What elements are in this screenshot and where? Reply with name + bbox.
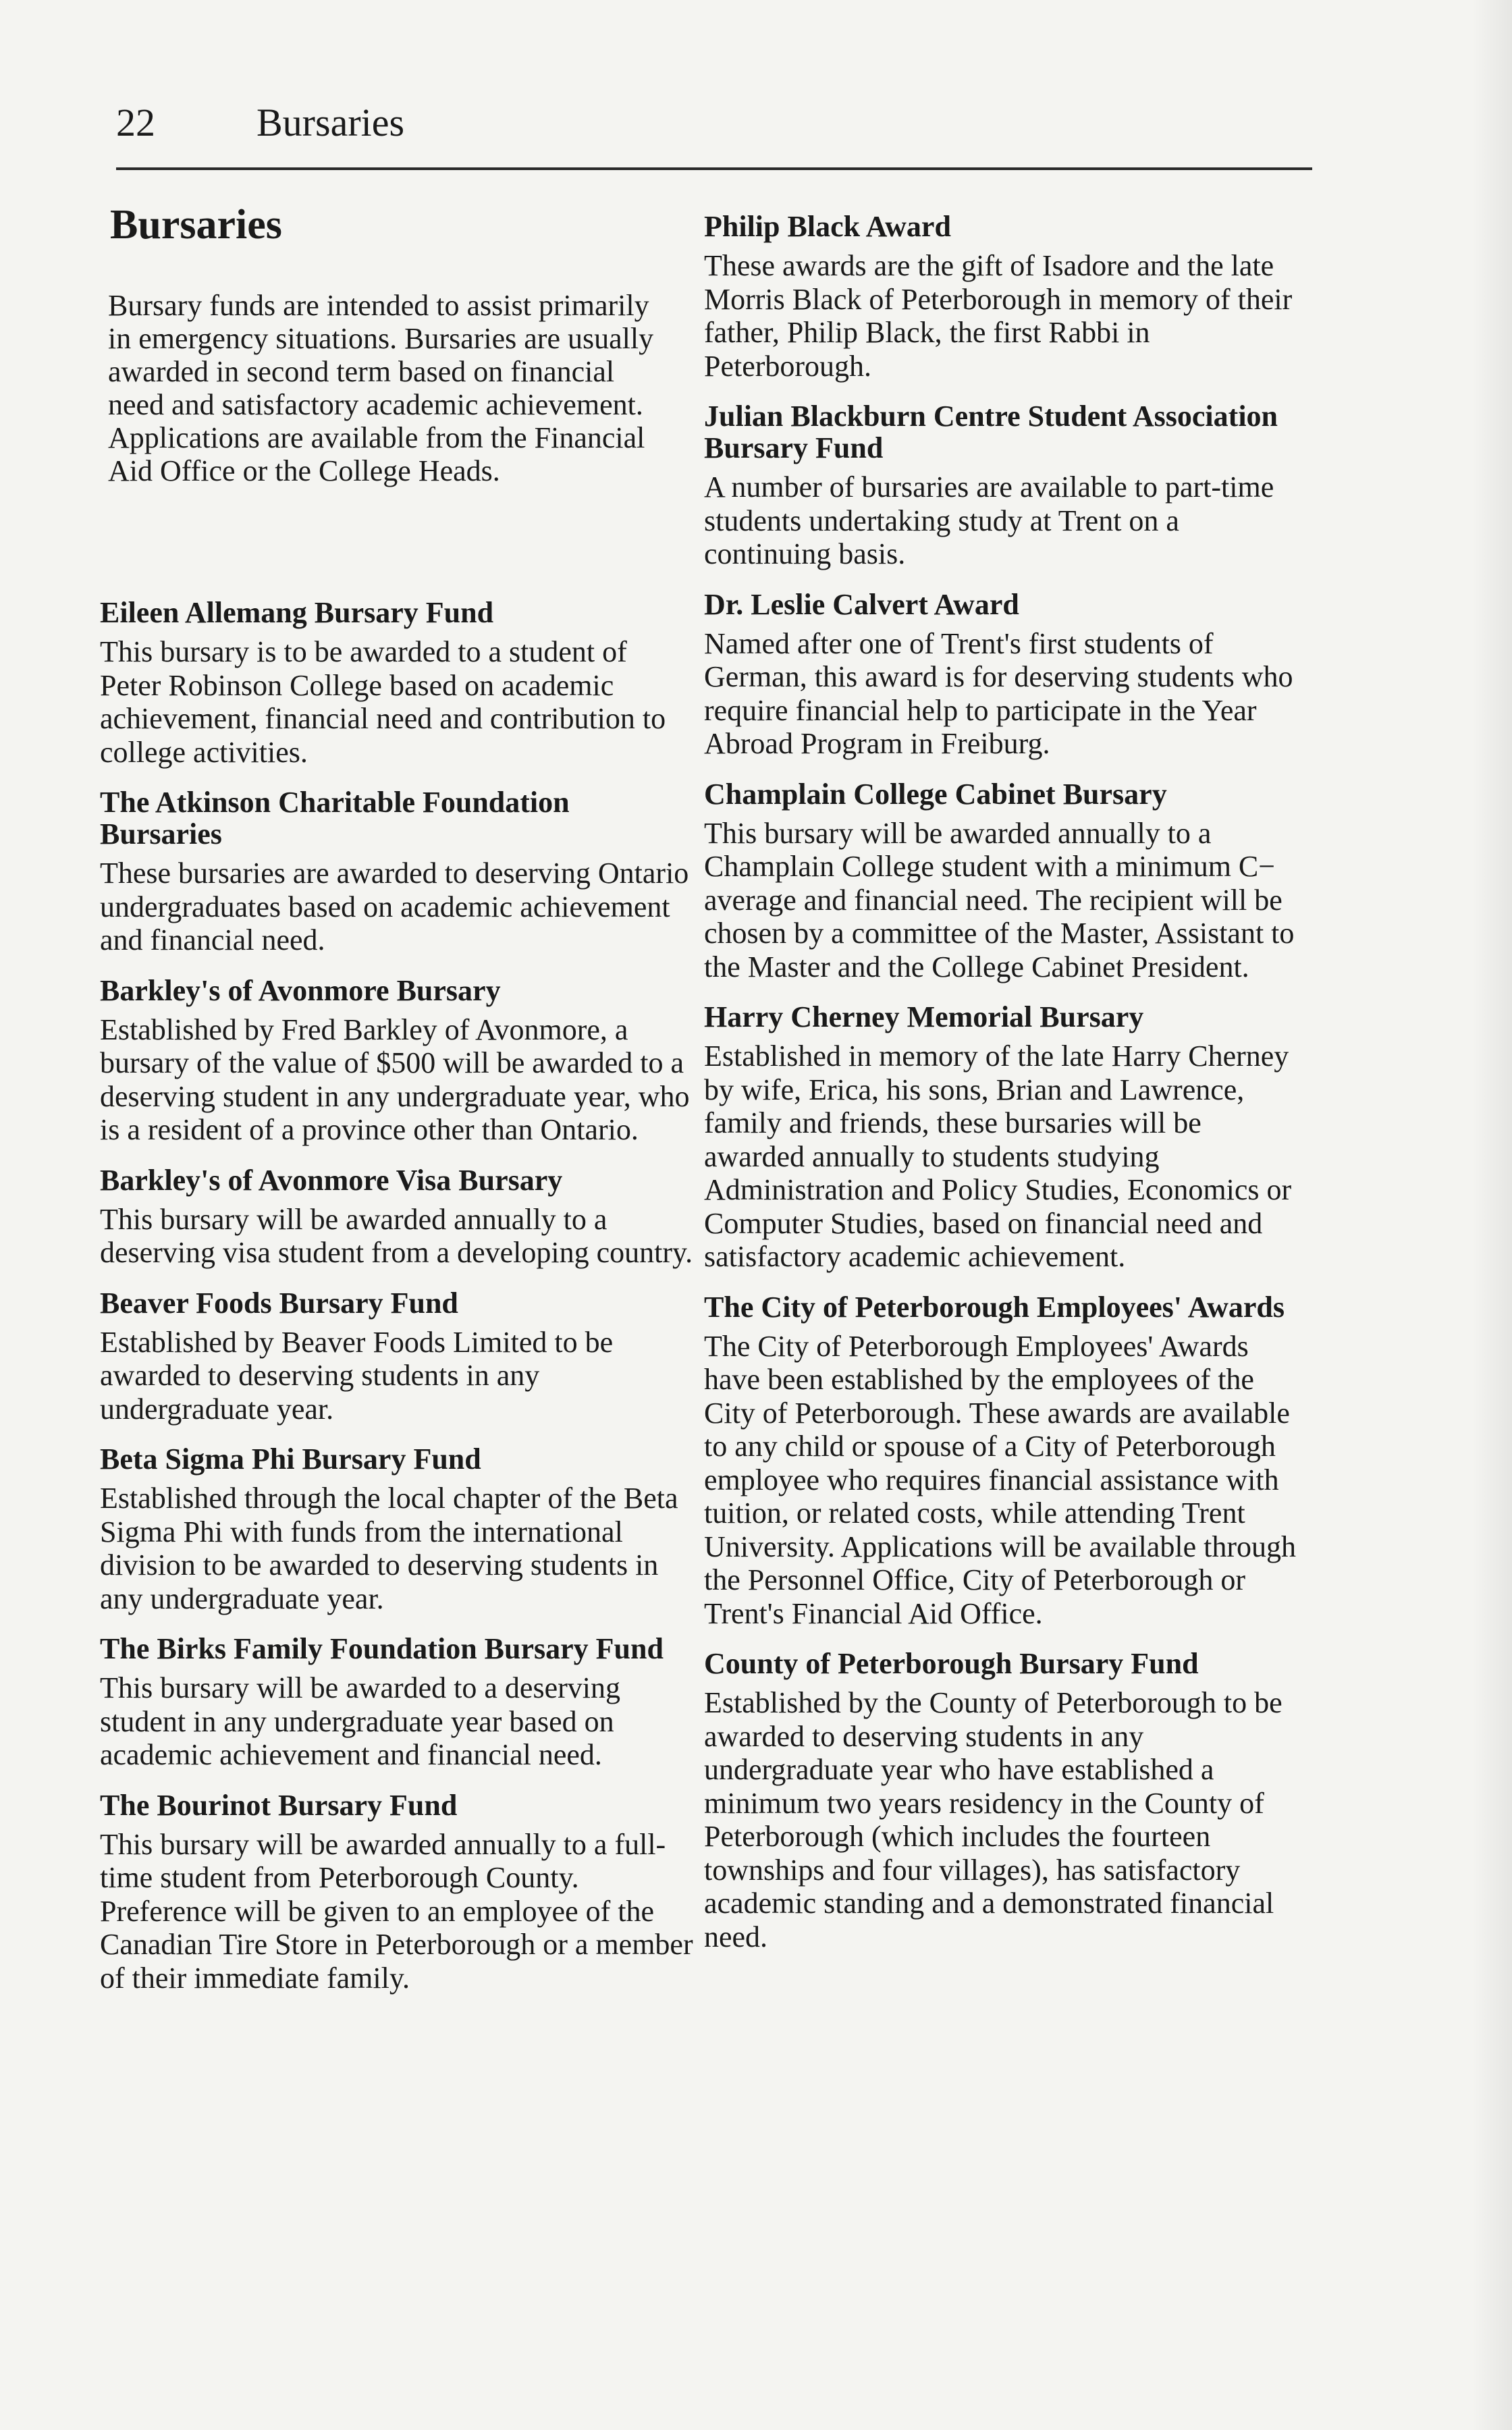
- bursary-entry: [100, 597, 694, 769]
- running-title: Bursaries: [256, 101, 405, 144]
- header-rule: [116, 167, 1312, 170]
- bursary-entry: [704, 400, 1298, 571]
- entry-body: These bursaries are awarded to deserving Ontario undergraduates based on academic achievement and financial need.: [100, 857, 689, 956]
- bursary-entry: [100, 1443, 694, 1615]
- bursary-entry: [704, 211, 1298, 383]
- right-column: [704, 211, 1298, 1971]
- entry-body: Established in memory of the late Harry Cherney by wife, Erica, his sons, Brian and Lawrence, family and friends, these bursaries will be awarded annually to students studying Administration and Policy Studies, Economics or Computer Studies, based on financial need and satisfactory academic achievement.: [704, 1040, 1292, 1273]
- entry-title: The City of Peterborough Employees' Awards: [704, 1290, 1285, 1324]
- entry-title: The Birks Family Foundation Bursary Fund: [100, 1632, 664, 1665]
- entry-body: This bursary will be awarded annually to a deserving visa student from a developing country.: [100, 1202, 693, 1269]
- entry-title: Barkley's of Avonmore Bursary: [100, 973, 501, 1007]
- bursary-entry: [100, 1789, 694, 1995]
- entry-body: This bursary is to be awarded to a student of Peter Robinson College based on academic achievement, financial need and contribution to college activities.: [100, 635, 666, 769]
- entry-body: The City of Peterborough Employees' Awards have been established by the employees of the City of Peterborough. These awards are available to any child or spouse of a City of Peterborough employee who requires financial assistance with tuition, or related costs, while attending Trent University. Applications will be available through the Personnel Office, City of Peterborough or Trent's Financial Aid Office.: [704, 1329, 1296, 1630]
- entry-body: Established through the local chapter of the Beta Sigma Phi with funds from the international division to be awarded to deserving students in any undergraduate year.: [100, 1482, 678, 1615]
- entry-title: Philip Black Award: [704, 210, 951, 243]
- bursary-entry: [704, 1648, 1298, 1953]
- entry-title: The Bourinot Bursary Fund: [100, 1788, 458, 1822]
- entry-title: The Atkinson Charitable Foundation Bursaries: [100, 786, 570, 850]
- bursary-entry: [704, 1291, 1298, 1631]
- entry-title: Champlain College Cabinet Bursary: [704, 777, 1167, 811]
- page-edge-shadow: [1472, 0, 1512, 2430]
- entry-title: Dr. Leslie Calvert Award: [704, 587, 1019, 621]
- page-number: 22: [116, 101, 155, 144]
- page-header: [116, 94, 1318, 155]
- bursary-entry: [100, 1164, 694, 1270]
- entry-body: This bursary will be awarded annually to a full-time student from Peterborough County. Preference will be given to an employee of the Canadian Tire Store in Peterborough or a member of their immediate family.: [100, 1827, 693, 1995]
- entry-title: Beaver Foods Bursary Fund: [100, 1286, 458, 1320]
- bursary-entry: [100, 1633, 694, 1772]
- entry-body: A number of bursaries are available to part-time students undertaking study at Trent on a continuing basis.: [704, 470, 1274, 570]
- entry-title: Julian Blackburn Centre Student Association Bursary Fund: [704, 400, 1278, 464]
- bursary-entry: [100, 975, 694, 1147]
- section-intro: Bursary funds are intended to assist primarily in emergency situations. Bursaries are usually awarded in second term based on financial need and satisfactory academic achievement. Applications are available from the Financial Aid Office or the College Heads.: [108, 289, 654, 487]
- entry-body: These awards are the gift of Isadore and the late Morris Black of Peterborough in memory of their father, Philip Black, the first Rabbi in Peterborough.: [704, 249, 1293, 383]
- entry-title: Eileen Allemang Bursary Fund: [100, 596, 494, 629]
- entry-title: County of Peterborough Bursary Fund: [704, 1647, 1199, 1680]
- entry-body: Named after one of Trent's first students of German, this award is for deserving students who require financial help to participate in the Year Abroad Program in Freiburg.: [704, 626, 1293, 760]
- entry-title: Beta Sigma Phi Bursary Fund: [100, 1442, 481, 1476]
- entry-title: Harry Cherney Memorial Bursary: [704, 1000, 1144, 1033]
- bursary-entry: [704, 778, 1298, 984]
- entry-body: Established by the County of Peterborough to be awarded to deserving students in any undergraduate year who have established a minimum two years residency in the County of Peterborough (which includes the fourteen townships and four villages), has satisfactory academic standing and a demonstrated financial need.: [704, 1686, 1282, 1953]
- entry-body: This bursary will be awarded annually to a Champlain College student with a minimum C− average and financial need. The recipient will be chosen by a committee of the Master, Assistant to the Master and the College Cabinet President.: [704, 816, 1295, 983]
- entry-title: Barkley's of Avonmore Visa Bursary: [100, 1163, 563, 1197]
- left-column: [100, 597, 694, 2012]
- entry-body: This bursary will be awarded to a deserving student in any undergraduate year based on academic achievement and financial need.: [100, 1671, 620, 1771]
- entry-body: Established by Beaver Foods Limited to be awarded to deserving students in any undergraduate year.: [100, 1325, 614, 1426]
- bursary-entry: [704, 1001, 1298, 1274]
- bursary-entry: [704, 589, 1298, 761]
- entry-body: Established by Fred Barkley of Avonmore, a bursary of the value of $500 will be awarded to a deserving student in any undergraduate year, who is a resident of a province other than Ontario.: [100, 1013, 690, 1146]
- bursary-entry: [100, 1287, 694, 1426]
- bursary-entry: [100, 786, 694, 957]
- section-title: Bursaries: [110, 202, 282, 248]
